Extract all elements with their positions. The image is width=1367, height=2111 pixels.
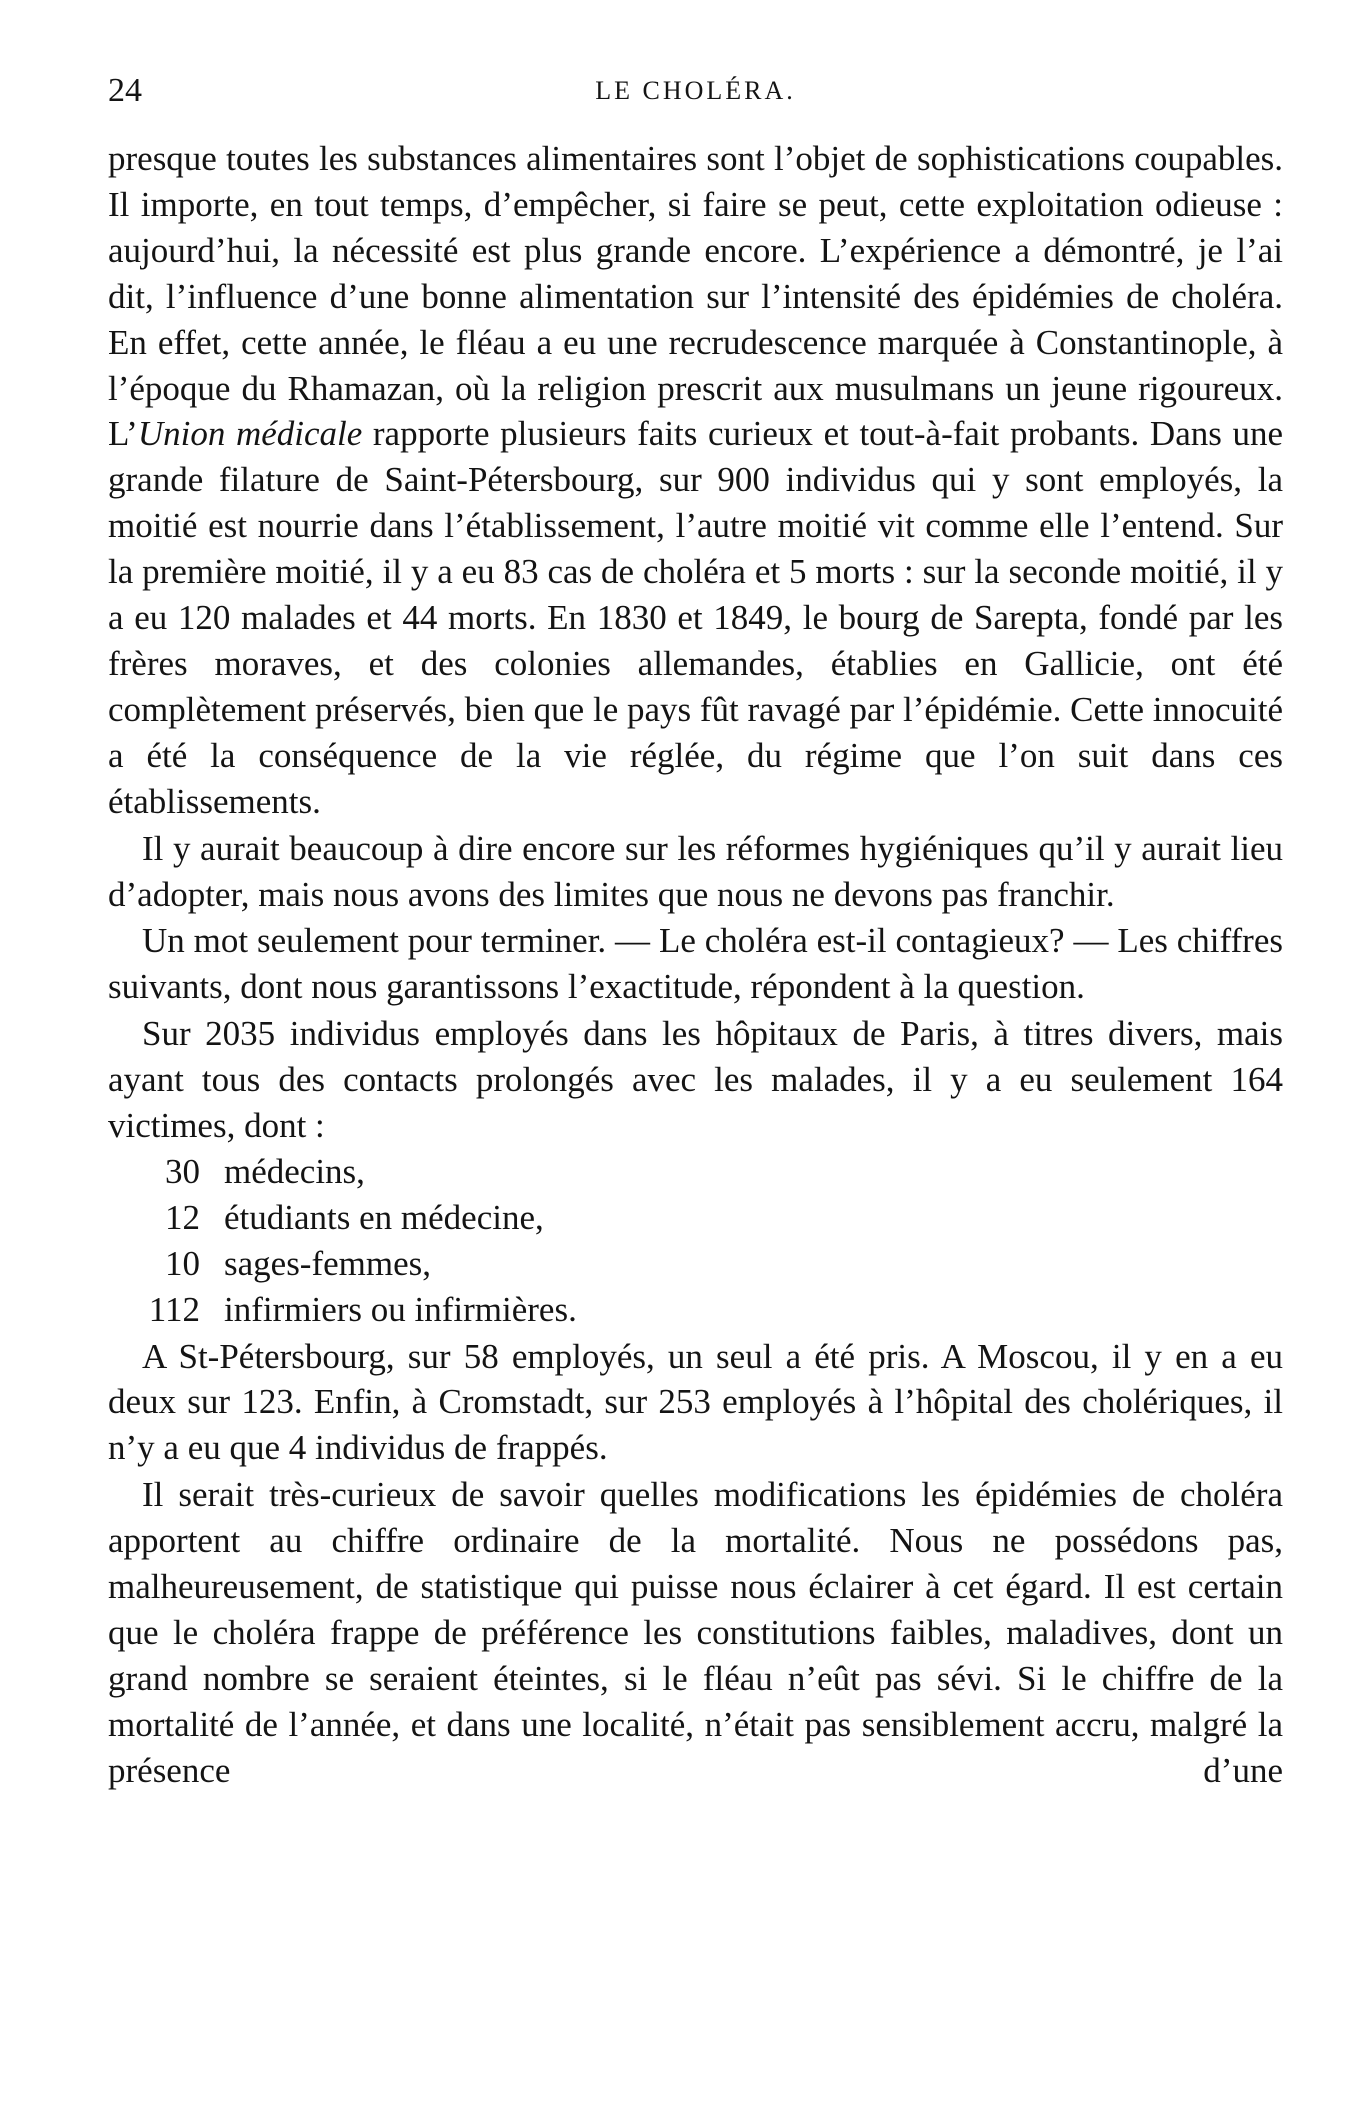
page-number: 24 [108, 72, 142, 109]
paragraph-mortalite [108, 1472, 1283, 1793]
victim-category: étudiants en médecine, [224, 1197, 544, 1237]
paragraph-text: Sur 2035 individus employés dans les hôpitaux de Paris, à titres divers, mais ayant tous des contacts prolongés avec les malades, il y a eu seulement 164 victimes, dont : [108, 1014, 1283, 1146]
paragraph-text: Un mot seulement pour terminer. — Le choléra est-il contagieux? — Les chiffres suivants, dont nous garantissons l’exactitude, répondent à la question. [108, 921, 1283, 1007]
list-item [108, 1195, 1283, 1241]
body-text [108, 136, 1283, 1794]
victim-count: 10 [165, 1243, 200, 1283]
victim-count: 30 [165, 1151, 200, 1191]
running-title: LE CHOLÉRA. [595, 76, 796, 105]
victims-list [108, 1149, 1283, 1333]
journal-title: Union médicale [137, 414, 363, 454]
paragraph-text: Il serait très-curieux de savoir quelles modifications les épidémies de choléra apportent au chiffre ordinaire de la mortalité. Nous ne possédons pas, malheureusement, de statistique qui puisse nous éclairer à cet égard. Il est certain que le choléra frappe de préférence les constitutions faibles, maladives, dont un grand nombre se seraient éteintes, si le fléau n’eût pas sévi. Si le chiffre de la mortalité de l’année, et dans une localité, n’était pas sensiblement accru, malgré la présence d’une [108, 1475, 1283, 1790]
paragraph-text: Il y aurait beaucoup à dire encore sur les réformes hygiéniques qu’il y aurait lieu d’adopter, mais nous avons des limites que nous ne devons pas franchir. [108, 828, 1283, 914]
paragraph-hopitaux [108, 1011, 1283, 1149]
paragraph-text: A St-Pétersbourg, sur 58 employés, un seul a été pris. A Moscou, il y en a eu deux sur 123. Enfin, à Cromstadt, sur 253 employés à l’hôpital des cholériques, il n’y a eu que 4 individus de frappés. [108, 1336, 1283, 1468]
page-header [108, 66, 1283, 116]
paragraph-reformes [108, 826, 1283, 918]
citation-prefix: L’ [108, 414, 138, 454]
victim-count: 112 [148, 1289, 200, 1329]
victim-category: médecins, [224, 1151, 365, 1191]
paragraph-alimentation [108, 136, 1283, 825]
paragraph-russie [108, 1334, 1283, 1472]
victim-category: infirmiers ou infirmières. [224, 1289, 577, 1329]
list-item [108, 1287, 1283, 1333]
victim-count: 12 [165, 1197, 200, 1237]
paragraph-text: presque toutes les substances alimentaires sont l’objet de sophistications coupables. Il importe, en tout temps, d’empêcher, si faire se peut, cette exploitation odieuse : aujourd’hui, la nécessité est plus grande encore. L’expérience a démontré, je l’ai dit, l’influence d’une bonne alimentation sur l’intensité des épidémies de choléra. En effet, cette année, le fléau a eu une recrudescence marquée à Constantinople, à l’époque du Rhamazan, où la religion prescrit aux musulmans un jeune rigoureux. [108, 139, 1283, 408]
list-item [108, 1241, 1283, 1287]
paragraph-text-continued: rapporte plusieurs faits curieux et tout-à-fait probants. Dans une grande filature de Saint-Pétersbourg, sur 900 individus qui y sont employés, la moitié est nourrie dans l’établissement, l’autre moitié vit comme elle l’entend. Sur la première moitié, il y a eu 83 cas de choléra et 5 morts : sur la seconde moitié, il y a eu 120 malades et 44 morts. En 1830 et 1849, le bourg de Sarepta, fondé par les frères moraves, et des colonies allemandes, établies en Gallicie, ont été complètement préservés, bien que le pays fût ravagé par l’épidémie. Cette innocuité a été la conséquence de la vie réglée, du régime que l’on suit dans ces établissements. [108, 414, 1284, 821]
paragraph-contagion [108, 918, 1283, 1010]
victim-category: sages-femmes, [224, 1243, 432, 1283]
list-item [108, 1149, 1283, 1195]
